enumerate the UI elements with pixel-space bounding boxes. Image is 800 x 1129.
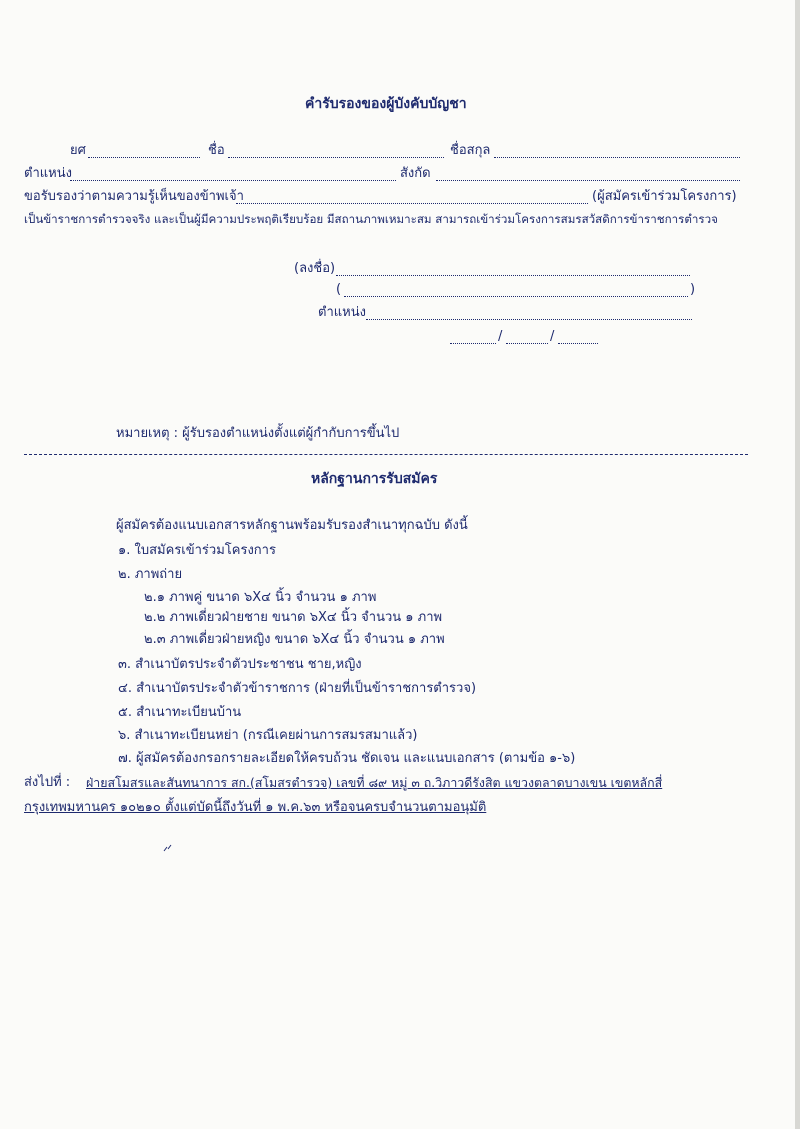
date-separator-2: /	[550, 329, 555, 344]
paren-close: )	[690, 282, 696, 297]
evidence-item-7: ๗. ผู้สมัครต้องกรอกรายละเอียดให้ครบถ้วน ชัดเจน และแนบเอกสาร (ตามข้อ ๑-๖)	[118, 751, 576, 766]
position-field[interactable]	[70, 180, 396, 181]
date-month-field[interactable]	[506, 343, 548, 344]
paren-open: (	[336, 282, 342, 297]
affiliation-field[interactable]	[436, 180, 740, 181]
note-text: หมายเหตุ : ผู้รับรองตำแหน่งตั้งแต่ผู้กำกับการขึ้นไป	[116, 426, 400, 441]
rank-field[interactable]	[88, 157, 200, 158]
surname-label: ชื่อสกุล	[450, 143, 491, 158]
position-label: ตำแหน่ง	[24, 166, 72, 181]
evidence-intro: ผู้สมัครต้องแนบเอกสารหลักฐานพร้อมรับรองสำเนาทุกฉบับ ดังนี้	[116, 518, 468, 533]
evidence-subitem-2-1: ๒.๑ ภาพคู่ ขนาด ๖X๔ นิ้ว จำนวน ๑ ภาพ	[144, 590, 377, 605]
evidence-item-4: ๔. สำเนาบัตรประจำตัวข้าราชการ (ฝ่ายที่เป็นข้าราชการตำรวจ)	[118, 681, 477, 696]
date-separator-1: /	[498, 329, 503, 344]
applicant-name-field[interactable]	[236, 203, 588, 204]
evidence-item-1: ๑. ใบสมัครเข้าร่วมโครงการ	[118, 543, 276, 558]
surname-field[interactable]	[494, 157, 740, 158]
signer-position-field[interactable]	[366, 319, 692, 320]
rank-label: ยศ	[70, 143, 86, 158]
evidence-title: หลักฐานการรับสมัคร	[311, 471, 438, 487]
scan-mark-icon	[163, 843, 173, 853]
evidence-item-6: ๖. สำเนาทะเบียนหย่า (กรณีเคยผ่านการสมรสมาแล้ว)	[118, 728, 418, 743]
printed-name-field[interactable]	[344, 296, 688, 297]
date-day-field[interactable]	[450, 343, 496, 344]
send-to-address-line-2: กรุงเทพมหานคร ๑๐๒๑๐ ตั้งแต่บัดนี้ถึงวันที่ ๑ พ.ค.๖๓ หรือจนครบจำนวนตามอนุมัติ	[24, 800, 487, 815]
evidence-subitem-2-3: ๒.๓ ภาพเดี่ยวฝ่ายหญิง ขนาด ๖X๔ นิ้ว จำนวน ๑ ภาพ	[144, 632, 445, 647]
name-label: ชื่อ	[208, 143, 225, 158]
applicant-suffix: (ผู้สมัครเข้าร่วมโครงการ)	[592, 189, 737, 204]
signer-position-label: ตำแหน่ง	[318, 305, 366, 320]
evidence-item-5: ๕. สำเนาทะเบียนบ้าน	[118, 705, 242, 720]
affiliation-label: สังกัด	[400, 166, 431, 181]
signature-field[interactable]	[336, 275, 690, 276]
evidence-item-3: ๓. สำเนาบัตรประจำตัวประชาชน ชาย,หญิง	[118, 657, 362, 672]
certify-label: ขอรับรองว่าตามความรู้เห็นของข้าพเจ้า	[24, 189, 244, 204]
scan-edge-shadow	[795, 0, 800, 1129]
send-to-label: ส่งไปที่ :	[24, 775, 71, 790]
evidence-subitem-2-2: ๒.๒ ภาพเดี่ยวฝ่ายชาย ขนาด ๖X๔ นิ้ว จำนวน ๑ ภาพ	[144, 610, 443, 625]
certification-title: คำรับรองของผู้บังคับบัญชา	[305, 96, 467, 112]
name-field[interactable]	[228, 157, 444, 158]
certification-statement: เป็นข้าราชการตำรวจจริง และเป็นผู้มีความประพฤติเรียบร้อย มีสถานภาพเหมาะสม สามารถเข้าร่วมโครงการสมรสวัสดิการข้าราชการตำรวจ	[24, 212, 718, 226]
section-divider	[24, 454, 748, 455]
send-to-address-line-1: ฝ่ายสโมสรและสันทนาการ สก.(สโมสรตำรวจ) เลขที่ ๘๙ หมู่ ๓ ถ.วิภาวดีรังสิต แขวงตลาดบางเขน เขตหลักสี่	[86, 775, 663, 790]
evidence-item-2: ๒. ภาพถ่าย	[118, 567, 183, 582]
date-year-field[interactable]	[558, 343, 598, 344]
signature-label: (ลงชื่อ)	[294, 261, 336, 276]
